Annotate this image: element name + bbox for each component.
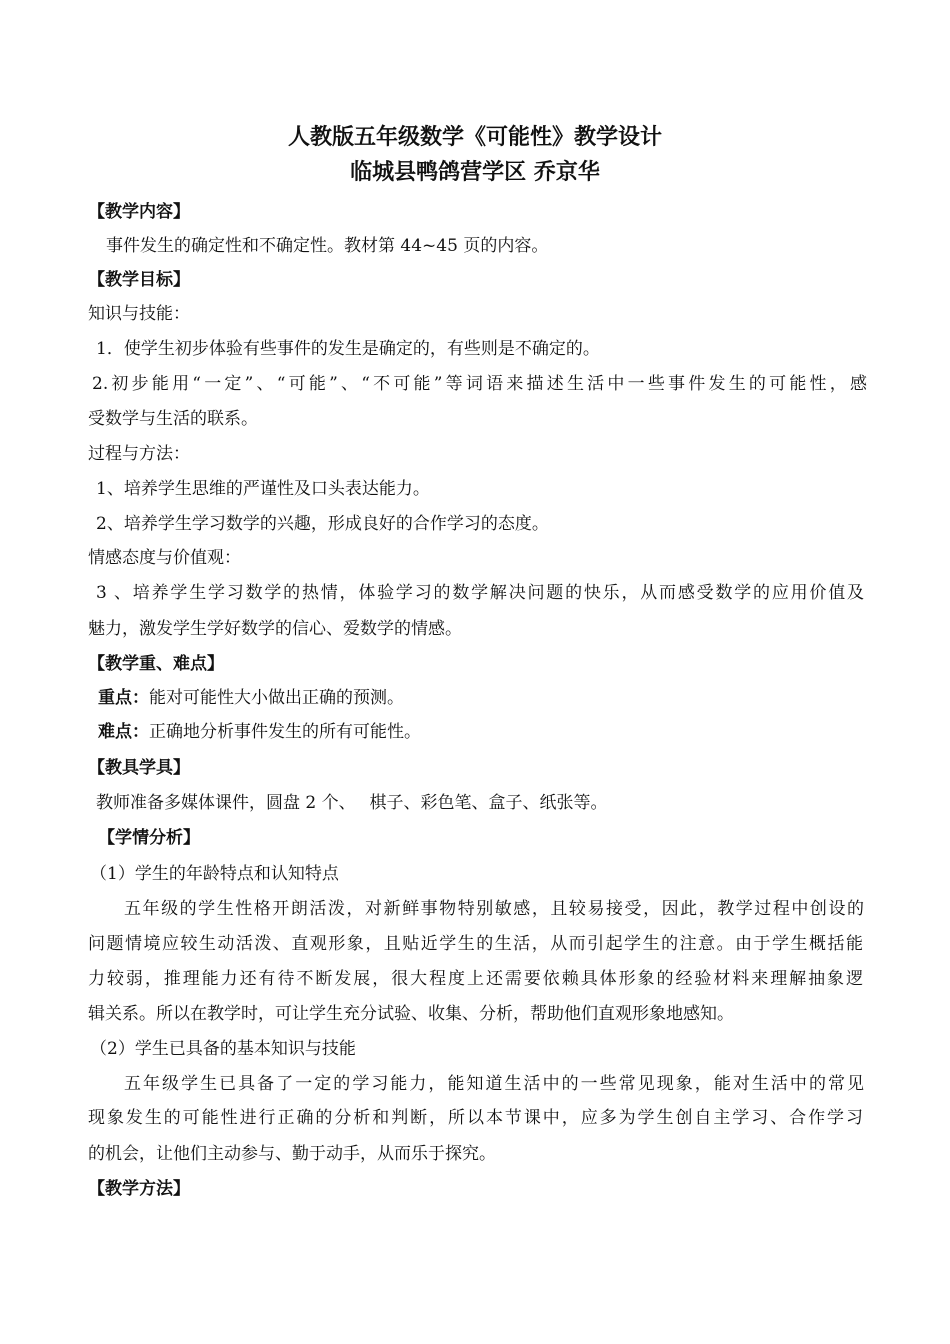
analysis-para-2-line-2: 现象发生的可能性进行正确的分析和判断，所以本节课中，应多为学生创自主学习、合作学习 bbox=[88, 1108, 863, 1128]
knowledge-label: 知识与技能： bbox=[88, 304, 190, 324]
focus-label: 重点： bbox=[98, 688, 149, 708]
section-heading-content: 【教学内容】 bbox=[88, 202, 190, 222]
process-label: 过程与方法： bbox=[88, 444, 190, 464]
author-line: 临城县鸭鸽营学区 乔京华 bbox=[350, 160, 600, 185]
process-item-2: 2、培养学生学习数学的兴趣，形成良好的合作学习的态度。 bbox=[96, 514, 549, 534]
section-heading-tools: 【教具学具】 bbox=[88, 758, 190, 778]
analysis-para-2-line-1: 五年级学生已具备了一定的学习能力，能知道生活中的一些常见现象，能对生活中的常见 bbox=[124, 1074, 864, 1094]
focus-text: 能对可能性大小做出正确的预测。 bbox=[149, 688, 404, 708]
section-heading-methods: 【教学方法】 bbox=[88, 1179, 190, 1199]
analysis-subheading-2: （2）学生已具备的基本知识与技能 bbox=[90, 1039, 356, 1059]
document-title: 人教版五年级数学《可能性》教学设计 bbox=[287, 125, 662, 150]
analysis-para-1-line-1: 五年级的学生性格开朗活泼，对新鲜事物特别敏感，且较易接受，因此，教学过程中创设的 bbox=[124, 899, 864, 919]
analysis-para-1-line-2: 问题情境应较生动活泼、直观形象，且贴近学生的生活，从而引起学生的注意。由于学生概括能 bbox=[88, 934, 863, 954]
difficulty-label: 难点： bbox=[98, 722, 149, 742]
tools-text: 教师准备多媒体课件，圆盘 2 个、 棋子、彩色笔、盒子、纸张等。 bbox=[96, 793, 608, 813]
analysis-para-1-line-3: 力较弱，推理能力还有待不断发展，很大程度上还需要依赖具体形象的经验材料来理解抽象逻 bbox=[88, 969, 863, 989]
section-heading-goals: 【教学目标】 bbox=[88, 270, 190, 290]
knowledge-item-2-line-1: 2.初步能用“一定”、“可能”、“不可能”等词语来描述生活中一些事件发生的可能性，感 bbox=[92, 374, 867, 394]
process-item-1: 1、培养学生思维的严谨性及口头表达能力。 bbox=[96, 479, 430, 499]
knowledge-item-2-line-2: 受数学与生活的联系。 bbox=[88, 409, 258, 429]
section-heading-key-points: 【教学重、难点】 bbox=[88, 654, 224, 674]
content-text: 事件发生的确定性和不确定性。教材第 44~45 页的内容。 bbox=[106, 236, 549, 256]
section-heading-analysis: 【学情分析】 bbox=[98, 828, 200, 848]
emotion-item-3-line-1: 3 、培养学生学习数学的热情，体验学习的数学解决问题的快乐，从而感受数学的应用价值及 bbox=[96, 583, 864, 603]
analysis-para-2-line-3: 的机会，让他们主动参与、勤于动手，从而乐于探究。 bbox=[88, 1144, 496, 1164]
knowledge-item-1: 1．使学生初步体验有些事件的发生是确定的，有些则是不确定的。 bbox=[96, 339, 600, 359]
difficulty-line bbox=[98, 720, 421, 744]
emotion-item-3-line-2: 魅力，激发学生学好数学的信心、爱数学的情感。 bbox=[88, 619, 462, 639]
analysis-subheading-1: （1）学生的年龄特点和认知特点 bbox=[90, 864, 339, 884]
focus-line bbox=[98, 686, 404, 710]
difficulty-text: 正确地分析事件发生的所有可能性。 bbox=[149, 722, 421, 742]
emotion-label: 情感态度与价值观： bbox=[88, 548, 241, 568]
analysis-para-1-line-4: 辑关系。所以在教学时，可让学生充分试验、收集、分析，帮助他们直观形象地感知。 bbox=[88, 1004, 734, 1024]
